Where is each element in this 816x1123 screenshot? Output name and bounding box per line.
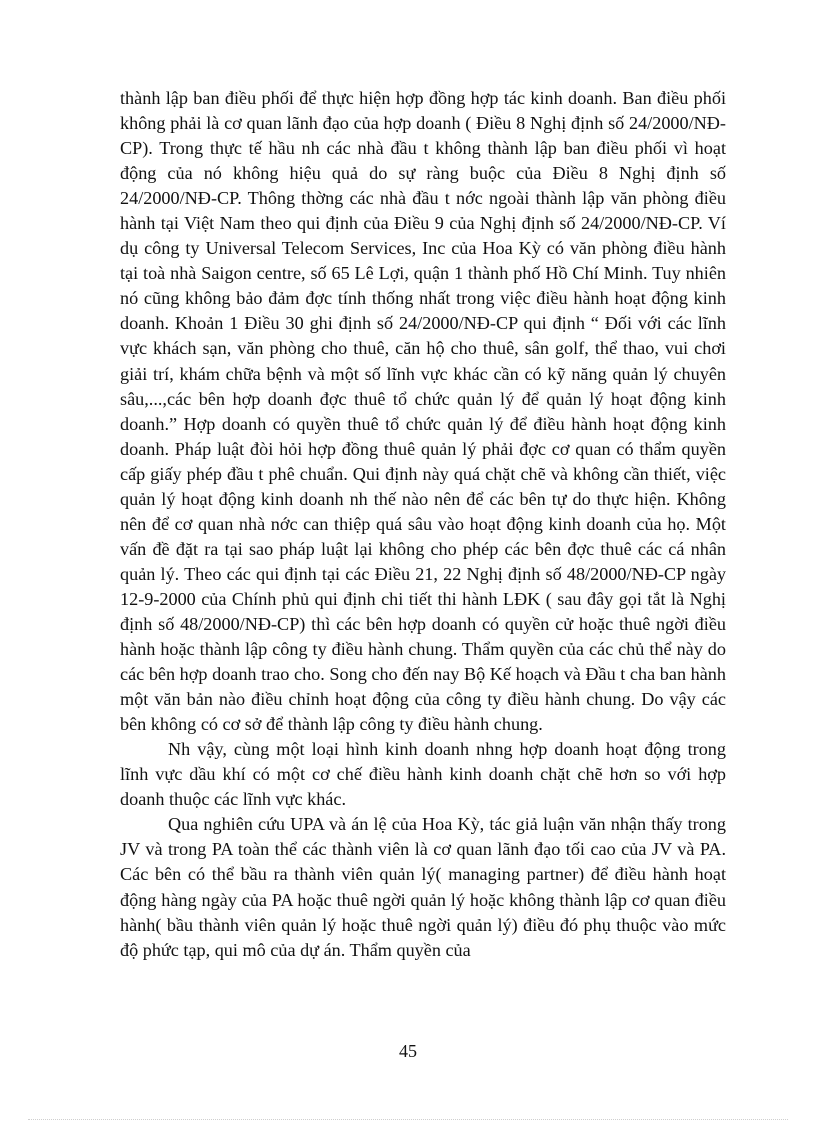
body-text <box>120 86 726 963</box>
paragraph-1: thành lập ban điều phối để thực hiện hợp đồng hợp tác kinh doanh. Ban điều phối không phải là cơ quan lãnh đạo của hợp doanh ( Điều 8 Nghị định số 24/2000/NĐ-CP). Trong thực tế hầu nh các nhà đầu t không thành lập ban điều phối vì hoạt động của nó không hiệu quả do sự ràng buộc của Điều 8 Nghị định số 24/2000/NĐ-CP. Thông thờng các nhà đầu t nớc ngoài thành lập văn phòng điều hành tại Việt Nam theo qui định của Điều 9 của Nghị định số 24/2000/NĐ-CP. Ví dụ công ty Universal Telecom Services, Inc của Hoa Kỳ có văn phòng điều hành tại toà nhà Saigon centre, số 65 Lê Lợi, quận 1 thành phố Hồ Chí Minh. Tuy nhiên nó cũng không bảo đảm đợc tính thống nhất trong việc điều hành hoạt động kinh doanh. Khoản 1 Điều 30 ghi định số 24/2000/NĐ-CP qui định “ Đối với các lĩnh vực khách sạn, văn phòng cho thuê, căn hộ cho thuê, sân golf, thể thao, vui chơi giải trí, khám chữa bệnh và một số lĩnh vực khác cần có kỹ năng quản lý chuyên sâu,...,các bên hợp doanh đợc thuê tổ chức quản lý để quản lý hoạt động kinh doanh.” Hợp doanh có quyền thuê tổ chức quản lý để điều hành hoạt động kinh doanh. Pháp luật đòi hỏi hợp đồng thuê quản lý phải đợc cơ quan có thẩm quyền cấp giấy phép đầu t phê chuẩn. Qui định này quá chặt chẽ và không cần thiết, việc quản lý hoạt động kinh doanh nh thế nào nên để các bên tự do thực hiện. Không nên để cơ quan nhà nớc can thiệp quá sâu vào hoạt động kinh doanh của họ. Một vấn đề đặt ra tại sao pháp luật lại không cho phép các bên đợc thuê các cá nhân quản lý. Theo các qui định tại các Điều 21, 22 Nghị định số 48/2000/NĐ-CP ngày 12-9-2000 của Chính phủ qui định chi tiết thi hành LĐK ( sau đây gọi tắt là Nghị định số 48/2000/NĐ-CP) thì các bên hợp doanh có quyền cử hoặc thuê ngời điều hành hoặc thành lập công ty điều hành chung. Thẩm quyền của các chủ thể này do các bên hợp doanh trao cho. Song cho đến nay Bộ Kế hoạch và Đầu t cha ban hành một văn bản nào điều chỉnh hoạt động của công ty điều hành chung. Do vậy các bên không có cơ sở để thành lập công ty điều hành chung. <box>120 88 726 735</box>
paragraph-2: Nh vậy, cùng một loại hình kinh doanh nhng hợp doanh hoạt động trong lĩnh vực dầu khí có một cơ chế điều hành kinh doanh chặt chẽ hơn so với hợp doanh thuộc các lĩnh vực khác. <box>120 739 726 810</box>
page-bottom-divider <box>28 1119 788 1120</box>
page-number: 45 <box>399 1041 417 1061</box>
paragraph-3: Qua nghiên cứu UPA và án lệ của Hoa Kỳ, tác giả luận văn nhận thấy trong JV và trong PA toàn thể các thành viên là cơ quan lãnh đạo tối cao của JV và PA. Các bên có thể bầu ra thành viên quản lý( managing partner) để điều hành hoạt động hàng ngày của PA hoặc thuê ngời quản lý hoặc không thành lập cơ quan điều hành( bầu thành viên quản lý hoặc thuê ngời quản lý) điều đó phụ thuộc vào mức độ phức tạp, qui mô của dự án. Thẩm quyền của <box>120 814 726 960</box>
